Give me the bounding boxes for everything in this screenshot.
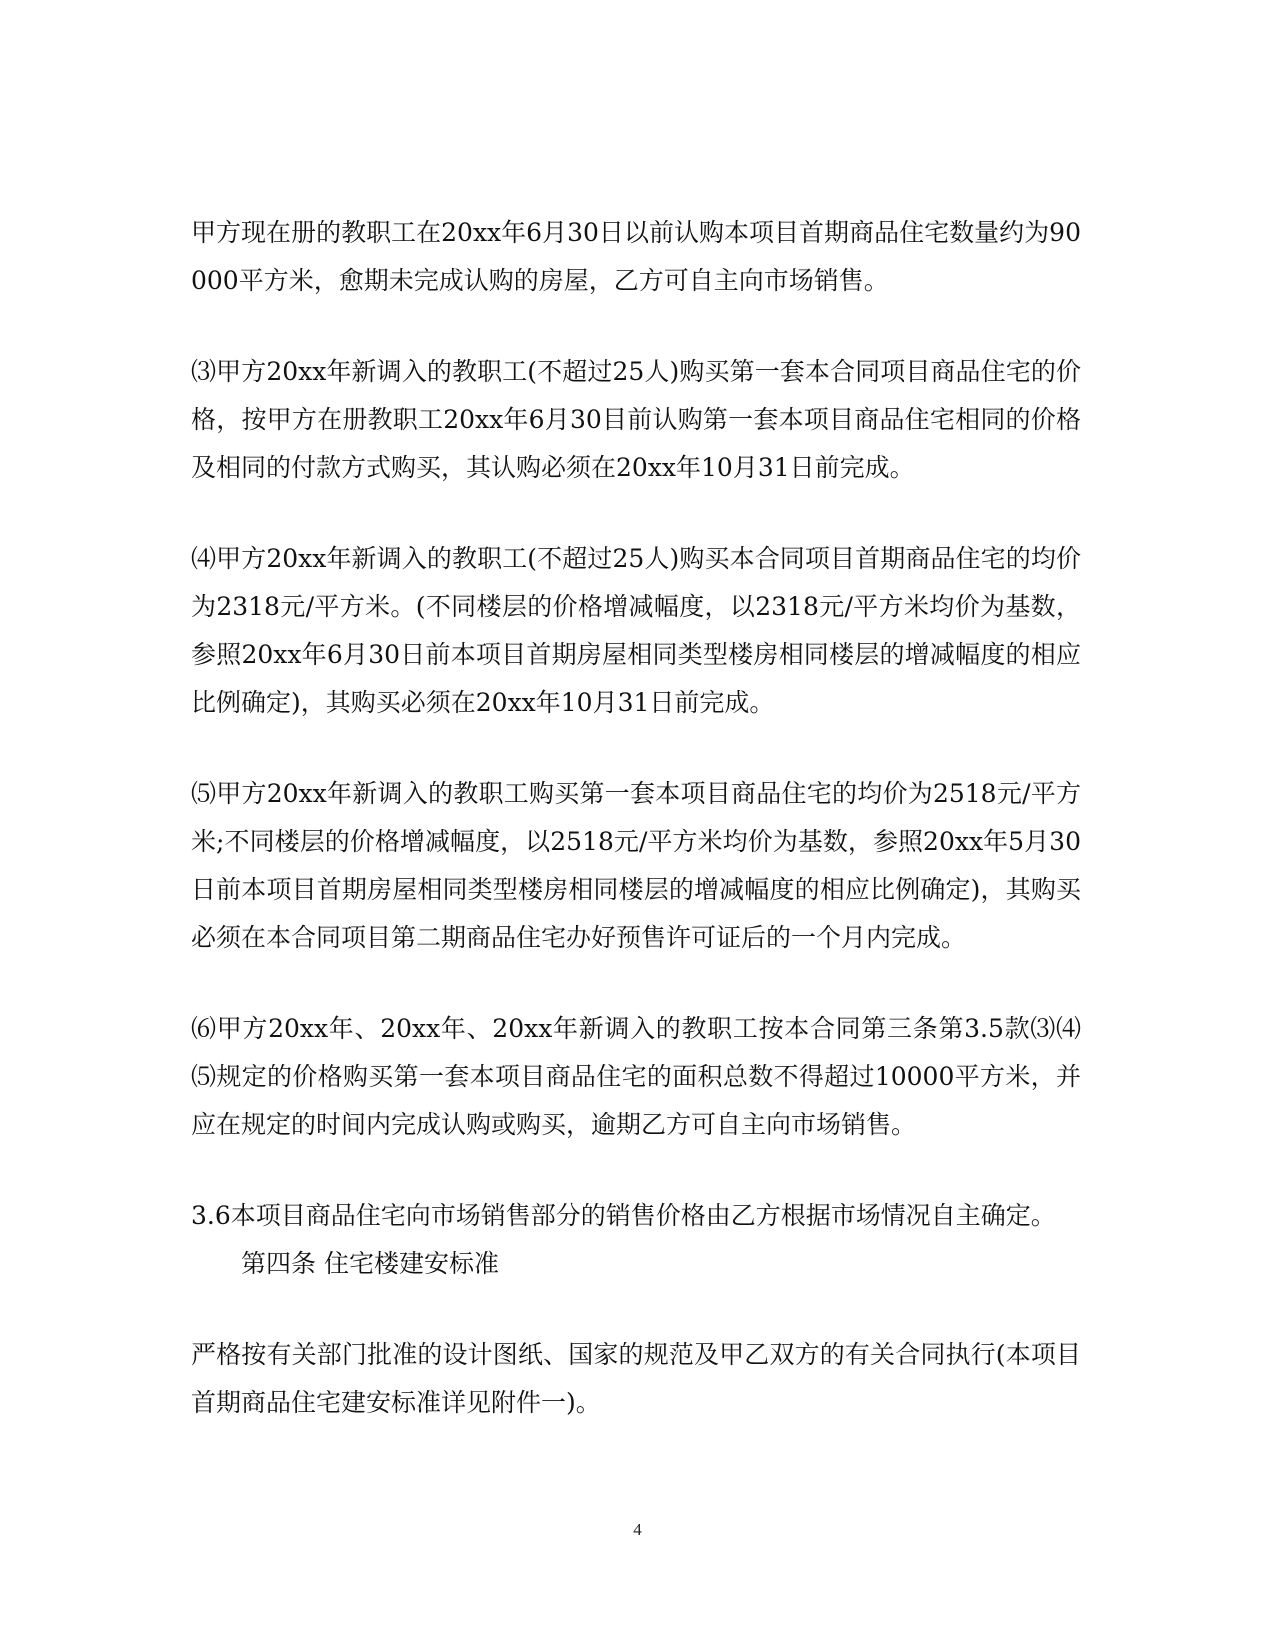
- paragraph-clause-5: ⑸甲方20xx年新调入的教职工购买第一套本项目商品住宅的均价为2518元/平方米;不同楼层的价格增减幅度，以2518元/平方米均价为基数，参照20xx年5月30日前本项目首期房屋相同类型楼房相同楼层的增减幅度的相应比例确定)，其购买必须在本合同项目第二期商品住宅办好预售许可证后的一个月内完成。: [191, 779, 1081, 952]
- paragraph-construction-standard: 严格按有关部门批准的设计图纸、国家的规范及甲乙双方的有关合同执行(本项目首期商品住宅建安标准详见附件一)。: [191, 1340, 1081, 1417]
- paragraph-purchase-volume: 甲方现在册的教职工在20xx年6月30日以前认购本项目首期商品住宅数量约为90000平方米，愈期未完成认购的房屋，乙方可自主向市场销售。: [191, 218, 1081, 295]
- paragraph-clause-3-6: 3.6本项目商品住宅向市场销售部分的销售价格由乙方根据市场情况自主确定。: [191, 1201, 1056, 1230]
- document-body: [191, 209, 1081, 1470]
- section-heading-article-4: 第四条 住宅楼建安标准: [241, 1249, 499, 1278]
- paragraph-clause-4: ⑷甲方20xx年新调入的教职工(不超过25人)购买本合同项目首期商品住宅的均价为2318元/平方米。(不同楼层的价格增减幅度，以2318元/平方米均价为基数，参照20xx年6月30日前本项目首期房屋相同类型楼房相同楼层的增减幅度的相应比例确定)，其购买必须在20xx年10月31日前完成。: [191, 544, 1081, 717]
- paragraph-clause-3: ⑶甲方20xx年新调入的教职工(不超过25人)购买第一套本合同项目商品住宅的价格，按甲方在册教职工20xx年6月30目前认购第一套本项目商品住宅相同的价格及相同的付款方式购买，其认购必须在20xx年10月31日前完成。: [191, 357, 1081, 482]
- page-number: 4: [633, 1520, 642, 1539]
- paragraph-clause-6: ⑹甲方20xx年、20xx年、20xx年新调入的教职工按本合同第三条第3.5款⑶⑷⑸规定的价格购买第一套本项目商品住宅的面积总数不得超过10000平方米，并应在规定的时间内完成认购或购买，逾期乙方可自主向市场销售。: [191, 1014, 1081, 1139]
